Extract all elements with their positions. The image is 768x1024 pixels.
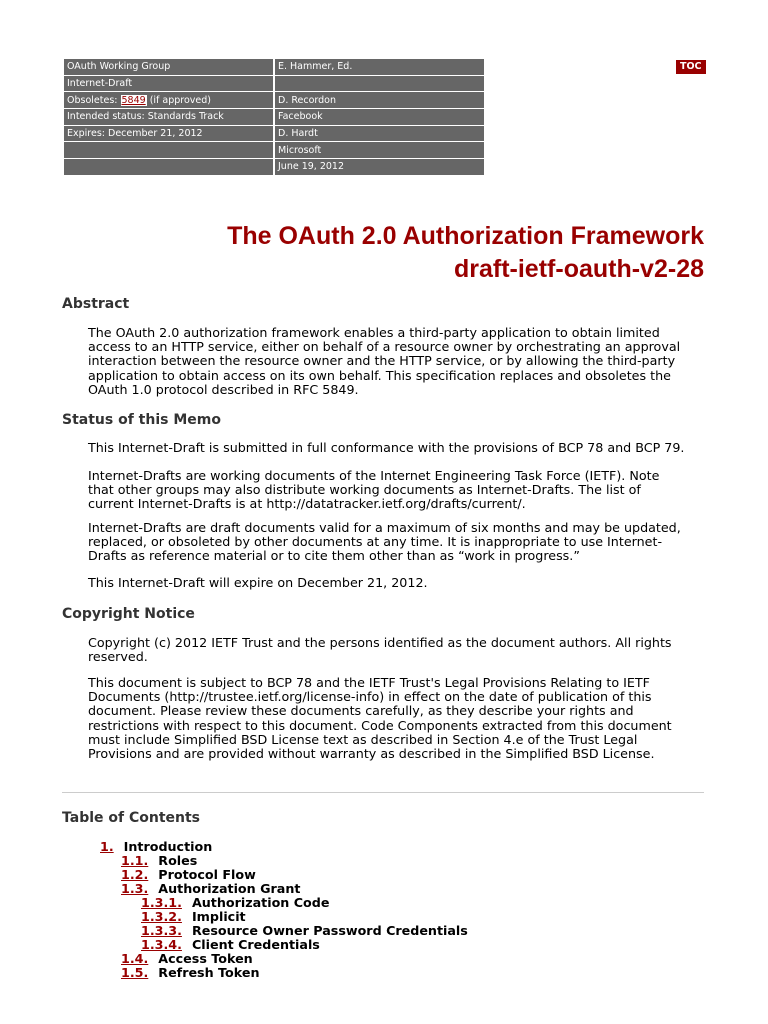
toc-item bbox=[121, 966, 259, 980]
toc-item bbox=[121, 952, 253, 966]
header-cell-status: Intended status: Standards Track bbox=[64, 109, 273, 126]
header-cell-affiliation: Facebook bbox=[275, 109, 484, 126]
header-row bbox=[64, 142, 484, 159]
status-paragraph-2: Internet-Drafts are working documents of the Internet Engineering Task Force (IETF). Note that other groups may also distribute working documents as Internet-Drafts. The list of current Internet-Drafts is at http://datatracker.ietf.org/drafts/current/. bbox=[88, 468, 660, 512]
toc-item-number-link[interactable]: 1.2. bbox=[121, 867, 149, 882]
header-cell-empty bbox=[275, 76, 484, 93]
header-cell-date: June 19, 2012 bbox=[275, 159, 484, 176]
header-row bbox=[64, 92, 484, 109]
toc-item bbox=[121, 854, 197, 868]
toc-item bbox=[121, 868, 256, 882]
status-heading: Status of this Memo bbox=[62, 412, 221, 428]
status-paragraph-1: This Internet-Draft is submitted in full conformance with the provisions of BCP 78 and BCP 79. bbox=[88, 440, 685, 455]
toc-item-label: Access Token bbox=[158, 951, 253, 966]
header-cell-author: E. Hammer, Ed. bbox=[275, 59, 484, 76]
header-cell-author: D. Hardt bbox=[275, 126, 484, 143]
toc-button[interactable]: TOC bbox=[676, 60, 706, 74]
title-line-main: The OAuth 2.0 Authorization Framework bbox=[227, 222, 704, 250]
status-paragraph-3: Internet-Drafts are draft documents valid for a maximum of six months and may be updated, replaced, or obsoleted by other documents at any time. It is inappropriate to use Internet-Drafts as reference material or to cite them other than as “work in progress.” bbox=[88, 520, 681, 564]
toc-item bbox=[121, 882, 300, 896]
header-cell-empty bbox=[64, 142, 273, 159]
toc-item-number-link[interactable]: 1.3.3. bbox=[141, 923, 182, 938]
toc-item-number-link[interactable]: 1.1. bbox=[121, 853, 149, 868]
toc-item-label: Authorization Code bbox=[191, 895, 330, 910]
toc-item-label: Authorization Grant bbox=[158, 881, 301, 896]
header-cell-expires: Expires: December 21, 2012 bbox=[64, 126, 273, 143]
toc-item bbox=[100, 840, 212, 854]
header-cell-doc-type: Internet-Draft bbox=[64, 76, 273, 93]
toc-item-number-link[interactable]: 1.3.4. bbox=[141, 937, 182, 952]
toc-item-number-link[interactable]: 1.4. bbox=[121, 951, 149, 966]
toc-item-label: Introduction bbox=[123, 839, 213, 854]
abstract-paragraph: The OAuth 2.0 authorization framework enables a third-party application to obtain limited access to an HTTP service, either on behalf of a resource owner by orchestrating an approval interaction between the resource owner and the HTTP service, or by allowing the third-party application to obtain access on its own behalf. This specification replaces and obsoletes the OAuth 1.0 protocol described in RFC 5849. bbox=[88, 325, 681, 397]
toc-item-label: Client Credentials bbox=[191, 937, 320, 952]
header-cell-obsoletes bbox=[64, 92, 273, 109]
toc-heading: Table of Contents bbox=[62, 810, 201, 826]
header-row bbox=[64, 159, 484, 176]
toc-item-number-link[interactable]: 1.5. bbox=[121, 965, 149, 980]
toc-item-number-link[interactable]: 1.3.2. bbox=[141, 909, 182, 924]
toc-item-label: Resource Owner Password Credentials bbox=[191, 923, 468, 938]
header-cell-working-group: OAuth Working Group bbox=[64, 59, 273, 76]
page-title bbox=[227, 220, 704, 286]
toc-item bbox=[141, 910, 246, 924]
rfc-5849-link[interactable]: 5849 bbox=[121, 94, 146, 106]
toc-item-number-link[interactable]: 1.3. bbox=[121, 881, 149, 896]
section-divider bbox=[62, 792, 704, 793]
toc-item-label: Roles bbox=[158, 853, 198, 868]
toc-item-label: Refresh Token bbox=[158, 965, 260, 980]
abstract-heading: Abstract bbox=[62, 296, 130, 312]
toc-item-label: Protocol Flow bbox=[158, 867, 256, 882]
header-row bbox=[64, 126, 484, 143]
header-cell-author: D. Recordon bbox=[275, 92, 484, 109]
obsoletes-suffix: (if approved) bbox=[146, 94, 212, 106]
toc-item bbox=[141, 924, 468, 938]
toc-item-label: Implicit bbox=[191, 909, 246, 924]
status-paragraph-4: This Internet-Draft will expire on December 21, 2012. bbox=[88, 575, 428, 590]
obsoletes-prefix: Obsoletes: bbox=[67, 94, 121, 106]
copyright-heading: Copyright Notice bbox=[62, 606, 195, 622]
header-cell-affiliation: Microsoft bbox=[275, 142, 484, 159]
copyright-paragraph-2: This document is subject to BCP 78 and the IETF Trust's Legal Provisions Relating to IETF Documents (http://trustee.ietf.org/license-info) in effect on the date of publication of this document. Please review these documents carefully, as they describe your rights and restrictions with respect to this document. Code Components extracted from this document must include Simplified BSD License text as described in Section 4.e of the Trust Legal Provisions and are provided without warranty as described in the Simplified BSD License. bbox=[88, 675, 672, 762]
header-row bbox=[64, 59, 484, 76]
title-line-draft: draft-ietf-oauth-v2-28 bbox=[453, 255, 704, 283]
toc-item-number-link[interactable]: 1. bbox=[100, 839, 114, 854]
toc-item-number-link[interactable]: 1.3.1. bbox=[141, 895, 182, 910]
header-row bbox=[64, 76, 484, 93]
header-cell-empty bbox=[64, 159, 273, 176]
document-header-table bbox=[62, 59, 486, 176]
copyright-paragraph-1: Copyright (c) 2012 IETF Trust and the persons identified as the document authors. All rights reserved. bbox=[88, 635, 672, 665]
toc-item bbox=[141, 938, 320, 952]
toc-item bbox=[141, 896, 329, 910]
header-row bbox=[64, 109, 484, 126]
